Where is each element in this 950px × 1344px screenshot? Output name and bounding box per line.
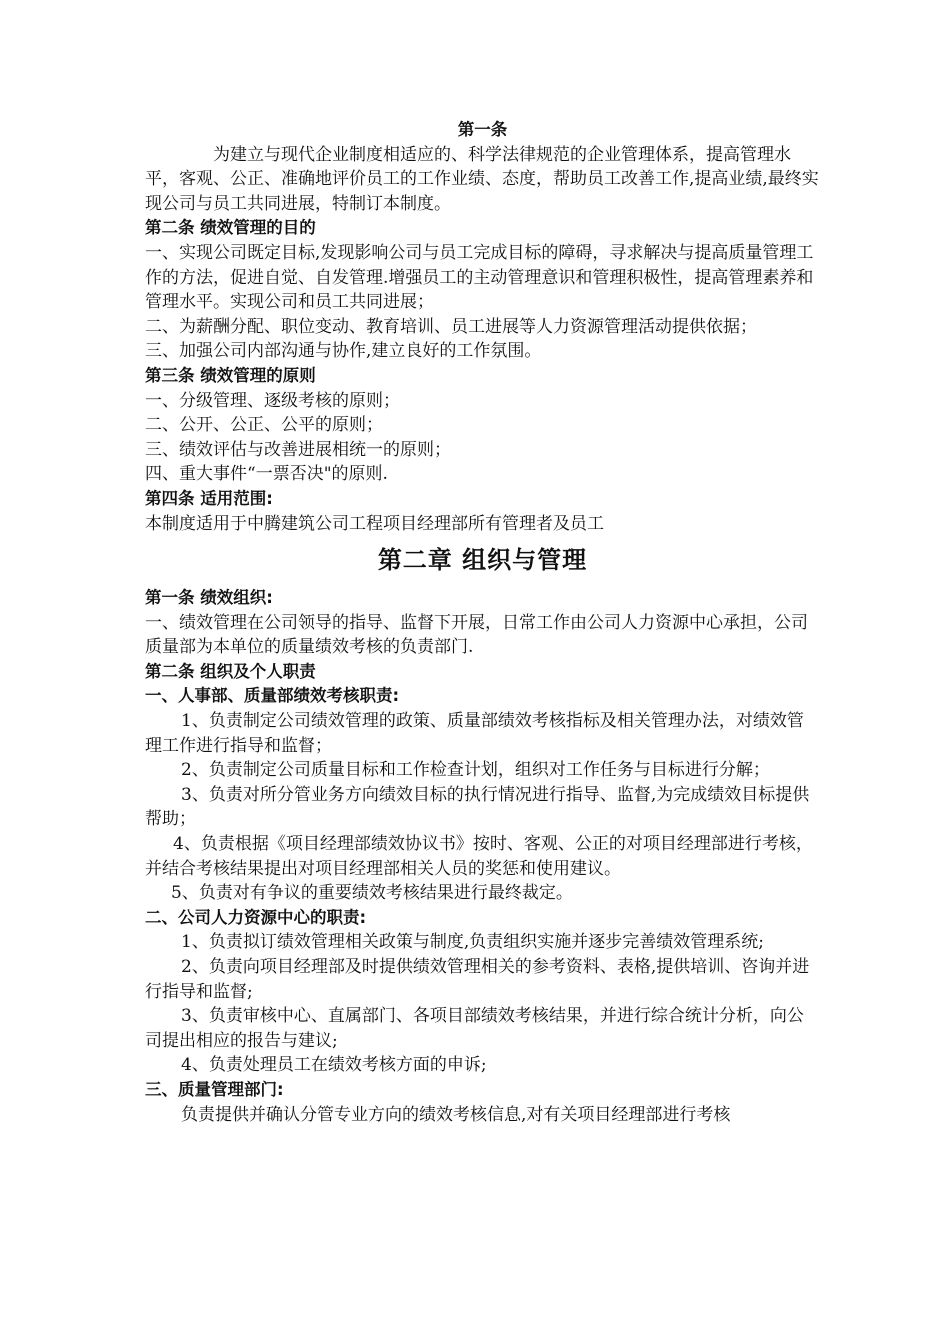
- article3-heading: 第三条 绩效管理的原则: [145, 365, 316, 385]
- section2-heading: 二、公司人力资源中心的职责:: [145, 907, 367, 927]
- section1-item: 5、负责对有争议的重要绩效考核结果进行最终裁定。: [171, 883, 573, 904]
- section3-heading: 三、质量管理部门:: [145, 1079, 284, 1099]
- article3-item: 四、重大事件“一票否决"的原则.: [145, 464, 388, 485]
- article1-heading: 第一条: [457, 120, 508, 139]
- article3-item: 一、分级管理、逐级考核的原则；: [145, 390, 400, 411]
- document-page: [145, 118, 820, 1127]
- chapter2-article1-body: 一、绩效管理在公司领导的指导、监督下开展，日常工作由公司人力资源中心承担，公司质量部为本单位的质量绩效考核的负责部门.: [145, 612, 808, 658]
- article3-item: 二、公开、公正、公平的原则；: [145, 415, 383, 436]
- section2-item: 3、负责审核中心、直属部门、各项目部绩效考核结果，并进行综合统计分析，向公司提出相应的报告与建议;: [145, 1006, 804, 1051]
- section2-item: 1、负责拟订绩效管理相关政策与制度,负责组织实施并逐步完善绩效管理系统;: [181, 932, 764, 953]
- section1-item: 2、负责制定公司质量目标和工作检查计划，组织对工作任务与目标进行分解；: [181, 760, 770, 781]
- article3-item: 三、绩效评估与改善进展相统一的原则；: [145, 439, 451, 460]
- article2-item: 一、实现公司既定目标,发现影响公司与员工完成目标的障碍，寻求解决与提高质量管理工作的方法，促进自觉、自发管理.增强员工的主动管理意识和管理积极性，提高管理素养和管理水平。实现公司和员工共同进展；: [145, 242, 814, 313]
- section3-body: 负责提供并确认分管专业方向的绩效考核信息,对有关项目经理部进行考核: [181, 1104, 731, 1125]
- article2-item: 三、加强公司内部沟通与协作,建立良好的工作氛围。: [145, 341, 542, 362]
- chapter2-title: 第二章 组织与管理: [377, 546, 588, 575]
- article4-heading: 第四条 适用范围:: [145, 488, 273, 508]
- section1-heading: 一、人事部、质量部绩效考核职责:: [145, 686, 400, 706]
- chapter2-article1-heading: 第一条 绩效组织:: [145, 588, 273, 608]
- section1-item: 3、负责对所分管业务方向绩效目标的执行情况进行指导、监督,为完成绩效目标提供帮助；: [145, 784, 810, 830]
- section1-item: 1、负责制定公司绩效管理的政策、质量部绩效考核指标及相关管理办法，对绩效管理工作进行指导和监督；: [145, 711, 804, 756]
- chapter2-article2-heading: 第二条 组织及个人职责: [145, 661, 316, 681]
- section1-item: 4、负责根据《项目经理部绩效协议书》按时、客观、公正的对项目经理部进行考核，并结合考核结果提出对项目经理部相关人员的奖惩和使用建议。: [145, 834, 813, 879]
- article2-heading: 第二条 绩效管理的目的: [145, 218, 316, 238]
- article1-body: 为建立与现代企业制度相适应的、科学法律规范的企业管理体系，提高管理水平，客观、公正、准确地评价员工的工作业绩、态度，帮助员工改善工作,提高业绩,最终实现公司与员工共同进展，特制订本制度。: [145, 144, 819, 214]
- section2-item: 4、负责处理员工在绩效考核方面的申诉;: [181, 1055, 487, 1076]
- article2-item: 二、为薪酬分配、职位变动、教育培训、员工进展等人力资源管理活动提供依据；: [145, 316, 757, 337]
- section2-item: 2、负责向项目经理部及时提供绩效管理相关的参考资料、表格,提供培训、咨询并进行指导和监督;: [145, 957, 810, 1002]
- article4-body: 本制度适用于中腾建筑公司工程项目经理部所有管理者及员工: [145, 513, 604, 534]
